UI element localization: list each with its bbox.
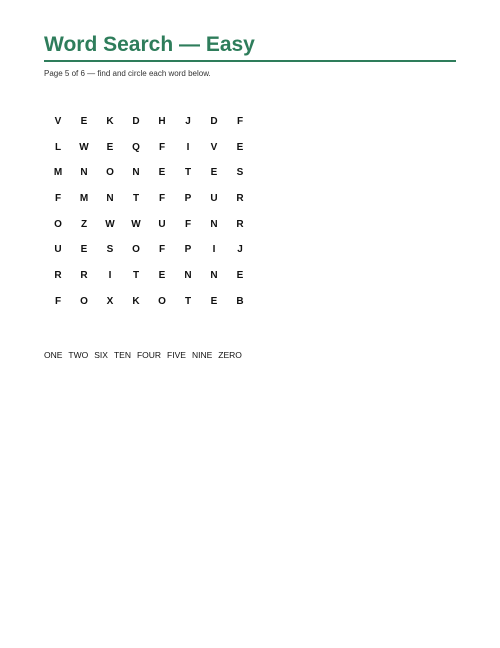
- grid-cell: L: [54, 141, 62, 153]
- grid-cell: J: [237, 244, 243, 256]
- grid-cell: F: [54, 295, 62, 307]
- grid-cell: I: [186, 141, 190, 153]
- grid-cell: F: [158, 193, 166, 205]
- grid-cell: H: [158, 116, 166, 127]
- grid-cell: N: [106, 193, 114, 205]
- grid-cell: J: [185, 116, 191, 127]
- page-subtitle: Page 5 of 6 — find and circle each word below.: [44, 69, 211, 78]
- grid-cell: E: [158, 270, 166, 282]
- word-list: [44, 350, 242, 360]
- grid-cell: T: [184, 295, 192, 307]
- grid-cell: D: [132, 116, 140, 127]
- grid-cell: U: [210, 193, 218, 205]
- grid-cell: V: [54, 116, 62, 127]
- grid-cell: F: [158, 141, 166, 153]
- grid-cell: E: [210, 167, 218, 179]
- grid-cell: N: [132, 167, 140, 179]
- grid-cell: E: [80, 244, 88, 256]
- grid-cell: R: [54, 270, 62, 282]
- page-title: Word Search — Easy: [44, 33, 255, 56]
- word-list-item: NINE: [191, 350, 213, 360]
- word-list-item: ZERO: [218, 350, 242, 360]
- grid-cell: E: [236, 270, 244, 282]
- grid-cell: F: [158, 244, 166, 256]
- grid-cell: N: [210, 270, 218, 282]
- grid-cell: O: [106, 167, 114, 179]
- grid-cell: R: [80, 270, 88, 282]
- word-list-item: FIVE: [167, 350, 186, 360]
- grid-cell: X: [106, 295, 114, 307]
- grid-cell: E: [210, 295, 218, 307]
- grid-cell: F: [236, 116, 244, 127]
- grid-cell: T: [184, 167, 192, 179]
- grid-cell: D: [210, 116, 218, 127]
- grid-cell: T: [132, 270, 140, 282]
- grid-cell: E: [158, 167, 166, 179]
- grid-cell: R: [236, 218, 244, 230]
- grid-cell: O: [132, 244, 140, 256]
- grid-cell: N: [184, 270, 192, 282]
- grid-cell: W: [105, 218, 115, 230]
- grid-cell: O: [80, 295, 88, 307]
- grid-cell: S: [106, 244, 114, 256]
- grid-cell: W: [131, 218, 141, 230]
- grid-cell: Q: [132, 141, 140, 153]
- grid-cell: U: [158, 218, 166, 230]
- grid-cell: O: [54, 218, 62, 230]
- grid-cell: K: [132, 295, 140, 307]
- grid-cell: I: [212, 244, 216, 256]
- grid-cell: U: [54, 244, 62, 256]
- grid-cell: P: [184, 244, 192, 256]
- grid-cell: F: [54, 193, 62, 205]
- grid-cell: B: [236, 295, 244, 307]
- word-list-item: TEN: [113, 350, 131, 360]
- letter-grid: [45, 112, 253, 318]
- word-list-item: TWO: [68, 350, 89, 360]
- grid-cell: E: [236, 141, 244, 153]
- title-divider: [44, 60, 456, 62]
- grid-cell: M: [53, 167, 63, 179]
- grid-cell: F: [184, 218, 192, 230]
- word-list-item: FOUR: [136, 350, 162, 360]
- grid-cell: O: [158, 295, 166, 307]
- grid-cell: R: [236, 193, 244, 205]
- grid-cell: V: [210, 141, 218, 153]
- grid-cell: K: [106, 116, 114, 127]
- grid-cell: P: [184, 193, 192, 205]
- grid-cell: S: [236, 167, 244, 179]
- grid-cell: E: [80, 116, 88, 127]
- word-list-item: ONE: [44, 350, 63, 360]
- grid-cell: W: [79, 141, 89, 153]
- word-list-item: SIX: [94, 350, 108, 360]
- grid-cell: N: [80, 167, 88, 179]
- grid-cell: M: [79, 193, 89, 205]
- grid-cell: E: [106, 141, 114, 153]
- grid-cell: I: [108, 270, 112, 282]
- grid-cell: N: [210, 218, 218, 230]
- grid-cell: Z: [80, 218, 88, 230]
- grid-cell: T: [132, 193, 140, 205]
